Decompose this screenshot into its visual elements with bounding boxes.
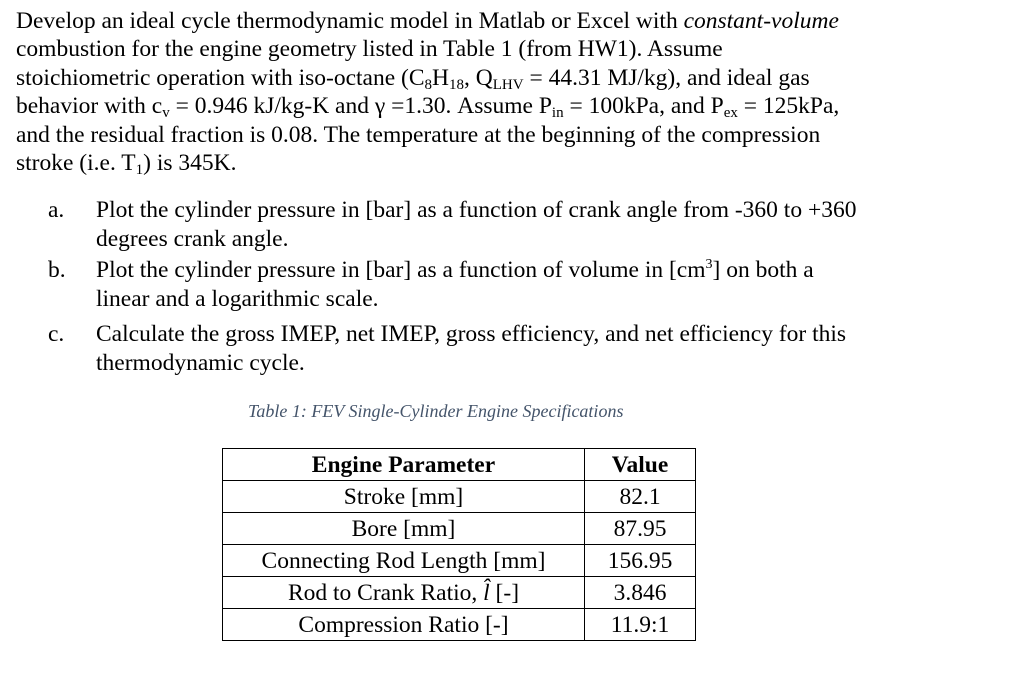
param-cell — [223, 577, 585, 609]
header-parameter: Engine Parameter — [223, 449, 585, 481]
list-item-line — [96, 285, 379, 313]
text-run: constant-volume — [683, 8, 839, 34]
list-item-line — [96, 256, 814, 284]
text-run: Develop an ideal cycle thermodynamic model in Matlab or Excel with — [16, 8, 684, 34]
value-cell: 11.9:1 — [585, 609, 696, 641]
subscript: 1 — [135, 162, 144, 178]
text-run: stroke (i.e. T — [16, 150, 136, 176]
text-run: behavior with c — [16, 93, 163, 120]
value-cell: 156.95 — [585, 545, 696, 577]
text-run: = 0.946 kJ/kg-K and γ =1.30. Assume P — [169, 93, 552, 120]
param-text: [-] — [489, 579, 520, 606]
text-run: thermodynamic cycle. — [96, 350, 305, 376]
subscript: ex — [723, 105, 738, 122]
text-run: Calculate the gross IMEP, net IMEP, gross efficiency, and net efficiency for this — [96, 321, 847, 347]
table-row — [223, 609, 696, 641]
text-run: = 125kPa, — [737, 93, 840, 120]
table-row — [223, 577, 696, 609]
paragraph-line — [16, 92, 839, 120]
param-text: Rod to Crank Ratio, — [287, 579, 484, 606]
param-cell: Bore [mm] — [223, 513, 585, 545]
text-run: stoichiometric operation with iso-octane (C — [16, 64, 425, 91]
engine-spec-table — [222, 448, 696, 641]
text-run: Plot the cylinder pressure in [bar] as a function of crank angle from -360 to +360 — [96, 197, 857, 223]
subscript: LHV — [492, 76, 524, 93]
list-marker: a. — [48, 197, 65, 223]
subscript: 18 — [449, 76, 465, 93]
superscript: 3 — [705, 257, 713, 272]
list-item-line — [96, 349, 305, 377]
text-run: H — [432, 64, 450, 91]
param-cell: Stroke [mm] — [223, 481, 585, 513]
table-row — [223, 545, 696, 577]
list-item-line — [96, 196, 856, 224]
text-run: ) is 345K. — [143, 150, 237, 176]
text-run: , Q — [464, 64, 493, 91]
l-hat-symbol: l̂ — [483, 579, 490, 606]
value-cell: 3.846 — [585, 577, 696, 609]
list-marker: b. — [48, 257, 66, 283]
header-value: Value — [585, 449, 696, 481]
text-run: = 100kPa, and P — [563, 93, 724, 120]
text-run: degrees crank angle. — [96, 226, 289, 252]
value-cell: 82.1 — [585, 481, 696, 513]
text-run: ] on both a — [712, 257, 814, 283]
text-run: Plot the cylinder pressure in [bar] as a function of volume in [cm — [96, 257, 706, 283]
table-caption: Table 1: FEV Single-Cylinder Engine Specifications — [248, 401, 624, 421]
subscript: in — [551, 105, 564, 122]
paragraph-line — [16, 7, 839, 35]
param-cell: Connecting Rod Length [mm] — [223, 545, 585, 577]
table-header-row — [223, 449, 696, 481]
subscript: v — [162, 105, 170, 122]
table-row — [223, 513, 696, 545]
value-cell: 87.95 — [585, 513, 696, 545]
list-item-line — [96, 225, 288, 253]
paragraph-line — [16, 64, 810, 92]
paragraph-line — [16, 121, 820, 149]
text-run: and the residual fraction is 0.08. The temperature at the beginning of the compression — [16, 121, 821, 148]
text-run: = 44.31 MJ/kg), and ideal gas — [523, 64, 810, 91]
table-row — [223, 481, 696, 513]
paragraph-line — [16, 35, 723, 63]
paragraph-line — [16, 149, 237, 177]
param-cell: Compression Ratio [-] — [223, 609, 585, 641]
list-item-line — [96, 320, 846, 348]
list-marker: c. — [48, 321, 65, 347]
text-run: combustion for the engine geometry listed in Table 1 (from HW1). Assume — [16, 36, 723, 63]
text-run: linear and a logarithmic scale. — [96, 286, 379, 312]
subscript: 8 — [424, 76, 433, 93]
